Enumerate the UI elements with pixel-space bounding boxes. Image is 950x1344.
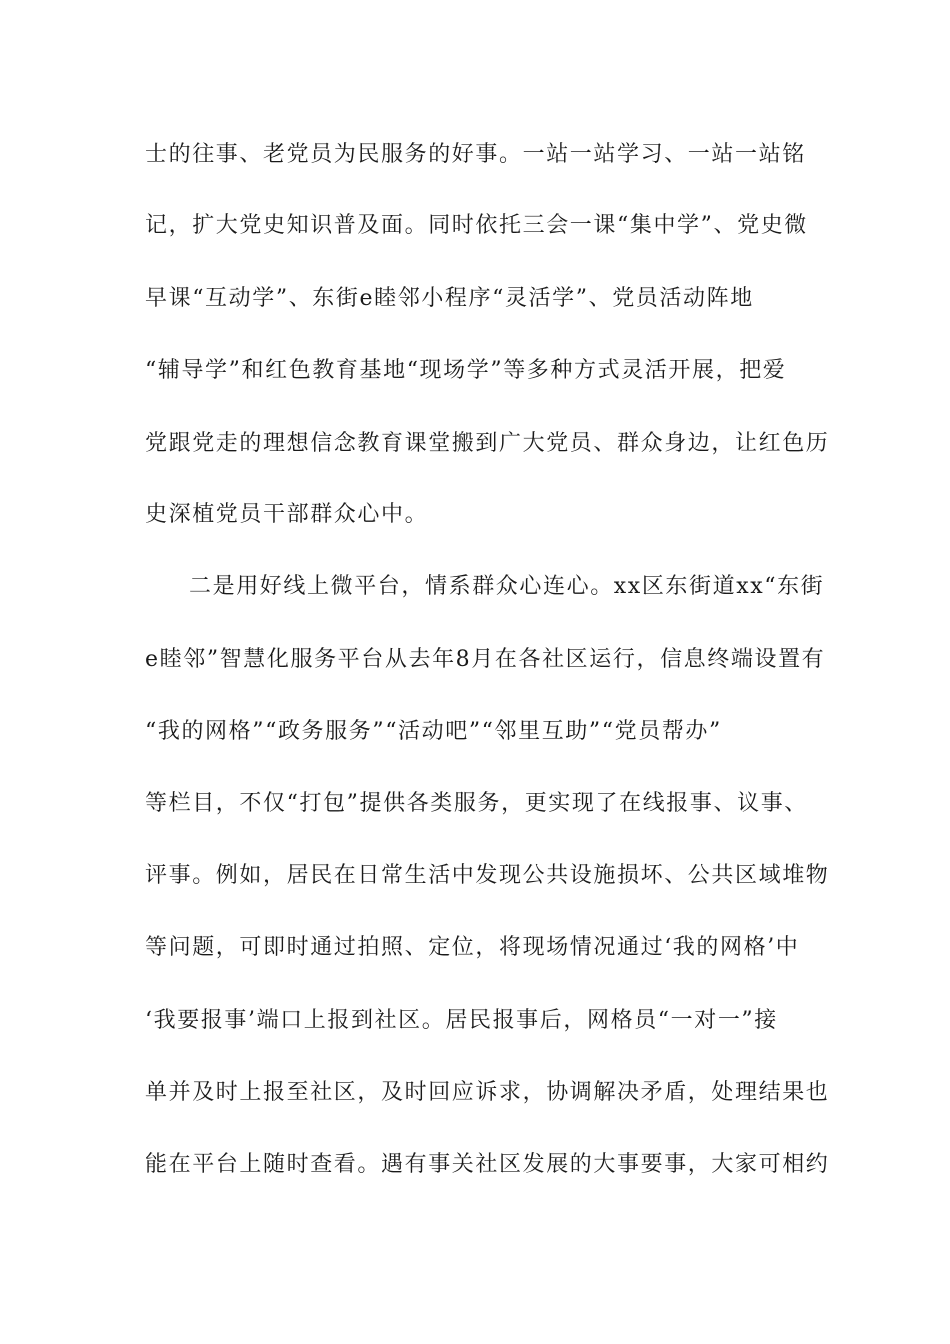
paragraph-line: 早课“互动学”、东街e睦邻小程序“灵活学”、党员活动阵地 [145, 286, 754, 311]
paragraph-line: “辅导学”和红色教育基地“现场学”等多种方式灵活开展，把爱 [145, 358, 787, 383]
paragraph-line: 二是用好线上微平台，情系群众心连心。xx区东街道xx“东街 [189, 574, 825, 599]
paragraph-line: ‘我要报事’端口上报到社区。居民报事后，网格员“一对一”接 [145, 1008, 778, 1033]
paragraph-line: 史深植党员干部群众心中。 [145, 502, 429, 527]
paragraph-line: 士的往事、老党员为民服务的好事。一站一站学习、一站一站铭 [145, 142, 806, 167]
paragraph-line: 党跟党走的理想信念教育课堂搬到广大党员、群众身边，让红色历 [145, 431, 830, 456]
paragraph-line: 能在平台上随时查看。遇有事关社区发展的大事要事，大家可相约 [145, 1152, 830, 1177]
paragraph-line: 等栏目，不仅“打包”提供各类服务，更实现了在线报事、议事、 [145, 791, 808, 816]
paragraph-line: “我的网格”“政务服务”“活动吧”“邻里互助”“党员帮办” [145, 719, 722, 744]
paragraph-line: 记，扩大党史知识普及面。同时依托三会一课“集中学”、党史微 [145, 213, 808, 238]
paragraph-line: e睦邻”智慧化服务平台从去年8月在各社区运行，信息终端设置有 [145, 647, 826, 672]
paragraph-line: 评事。例如，居民在日常生活中发现公共设施损坏、公共区域堆物 [145, 863, 830, 888]
paragraph-line: 单并及时上报至社区，及时回应诉求，协调解决矛盾，处理结果也 [145, 1080, 830, 1105]
paragraph-line: 等问题，可即时通过拍照、定位，将现场情况通过‘我的网格’中 [145, 935, 800, 960]
